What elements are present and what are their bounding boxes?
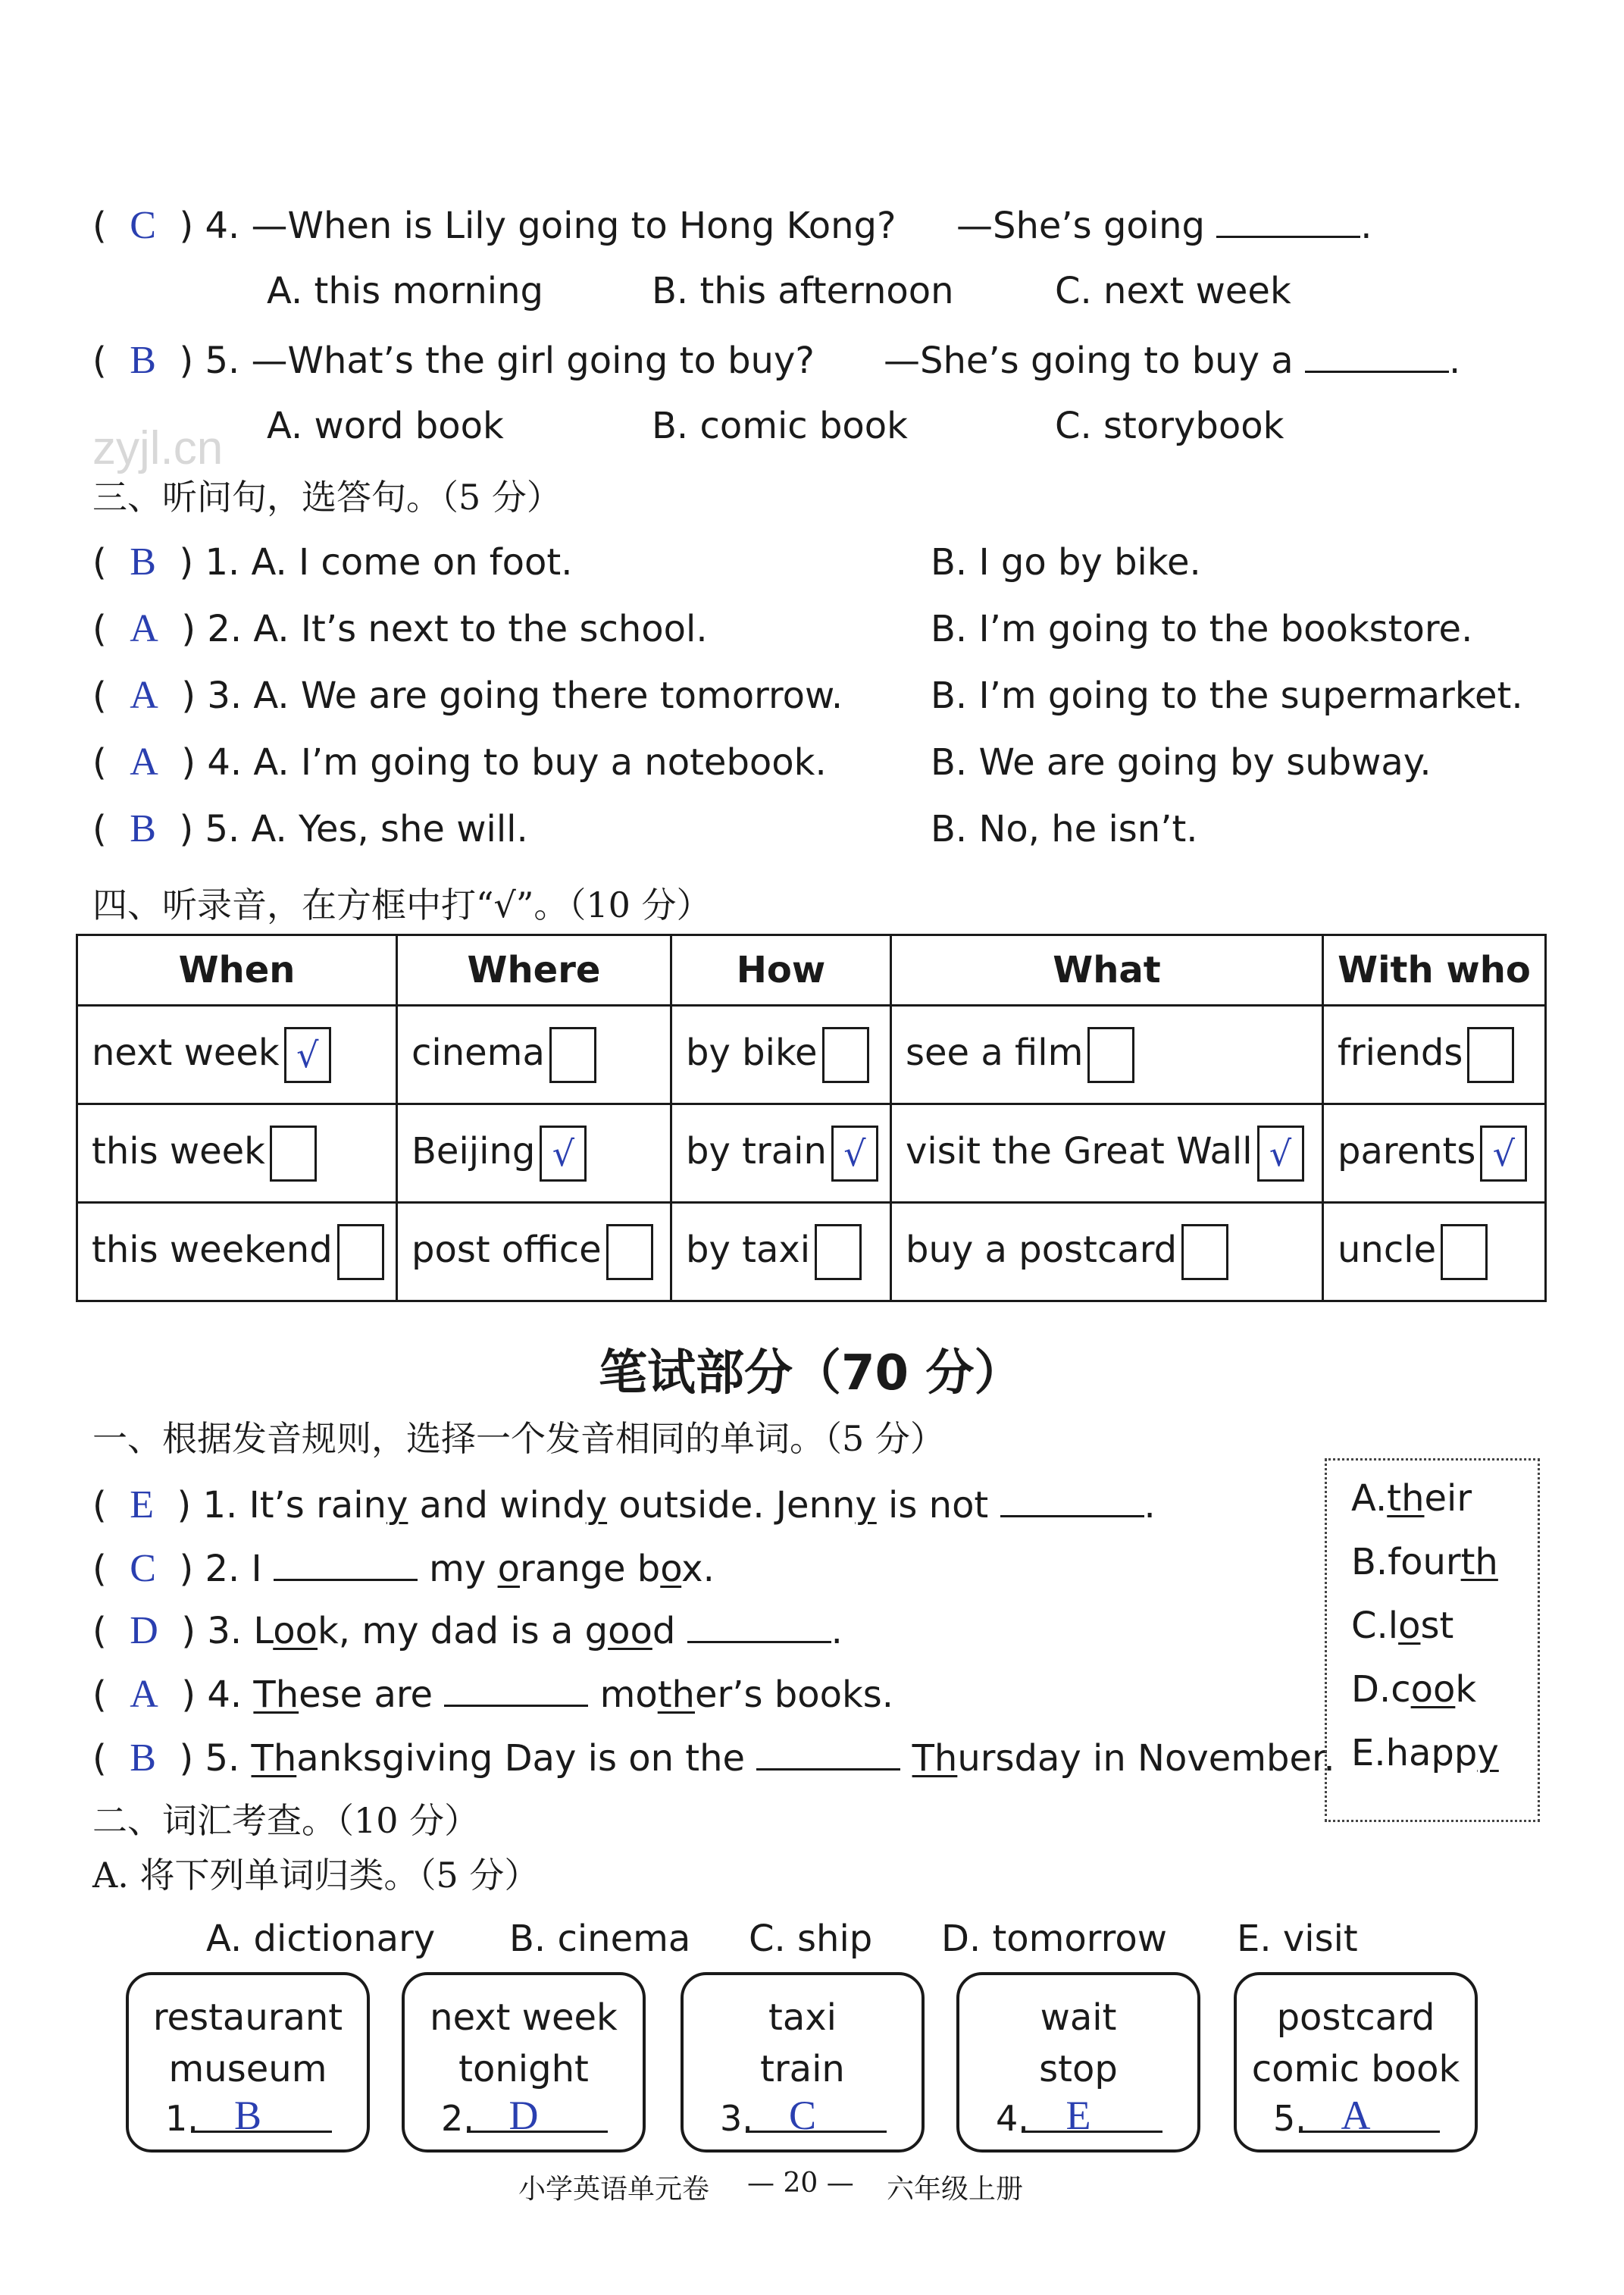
section-heading: 一、根据发音规则，选择一个发音相同的单词。（5 分） (92, 1418, 945, 1459)
section-heading: 四、听录音，在方框中打“√”。（10 分） (92, 884, 712, 925)
blank (1216, 205, 1360, 238)
table-header: How (671, 935, 891, 1006)
word-card: next week tonight 2. D (402, 1972, 646, 2153)
option-box (1325, 1458, 1540, 1822)
question-row: ( B ) 1. A. I come on foot. (92, 540, 573, 584)
checkbox[interactable] (337, 1224, 384, 1280)
answer-mark: B (130, 1736, 156, 1780)
checkbox[interactable] (270, 1126, 317, 1182)
checkbox[interactable]: √ (284, 1027, 331, 1083)
table-cell: Beijing √ (397, 1104, 671, 1203)
option-a: A. this morning (267, 270, 544, 312)
watermark: zyjl.cn (92, 422, 224, 474)
checkbox-table (76, 934, 1547, 1302)
answer-mark: C (130, 204, 156, 247)
table-cell: this weekend (77, 1203, 397, 1301)
checkbox[interactable]: √ (831, 1126, 878, 1182)
checkbox[interactable] (606, 1224, 653, 1280)
answer-mark: C (130, 1547, 156, 1590)
answer-mark: C (788, 2093, 817, 2138)
question-row: ( C ) 2. I my orange box. (92, 1547, 715, 1590)
table-cell: friends (1323, 1006, 1546, 1104)
answer-mark: E (130, 1483, 155, 1526)
answer-mark: A (130, 740, 158, 784)
question-row: ( E ) 1. It’s rainy and windy outside. Jenny is not . (92, 1483, 1156, 1526)
option-a: 1. A. I come on foot. (205, 541, 573, 584)
option-item: B.fourth (1351, 1541, 1498, 1583)
question-row: ( A ) 2. A. It’s next to the school. (92, 607, 708, 650)
table-cell: visit the Great Wall √ (891, 1104, 1323, 1203)
table-cell: next week √ (77, 1006, 397, 1104)
option-c: C. storybook (1055, 405, 1284, 447)
table-row (77, 1104, 1546, 1203)
checkbox[interactable]: √ (1257, 1126, 1304, 1182)
checkbox[interactable]: √ (540, 1126, 587, 1182)
answer-mark: D (508, 2093, 539, 2138)
table-cell: parents √ (1323, 1104, 1546, 1203)
answer-mark: E (1065, 2093, 1091, 2138)
answer-mark: A (130, 1673, 158, 1716)
question-row: ( C ) 4. —When is Lily going to Hong Kong? (92, 204, 896, 247)
checkbox[interactable] (1467, 1027, 1514, 1083)
question-row: ( A ) 3. A. We are going there tomorrow. (92, 674, 843, 717)
option-a: 2. A. It’s next to the school. (207, 608, 708, 650)
question-row: ( B ) 5. A. Yes, she will. (92, 807, 528, 850)
option-b: B. this afternoon (652, 270, 954, 312)
answer-mark: B (130, 807, 156, 850)
table-cell: by train √ (671, 1104, 891, 1203)
option-item: D.cook (1351, 1668, 1477, 1711)
word-card: restaurant museum 1. B (126, 1972, 370, 2153)
answer-mark: B (130, 339, 156, 382)
footer-right: 六年级上册 (887, 2174, 1024, 2205)
option-c: C. next week (1055, 270, 1291, 312)
table-header: What (891, 935, 1323, 1006)
option-a: 5. A. Yes, she will. (205, 808, 528, 850)
question-row: ( B ) 5. Thanksgiving Day is on the Thursday in November. (92, 1736, 1335, 1780)
table-cell: this week (77, 1104, 397, 1203)
checkbox[interactable] (815, 1224, 862, 1280)
reply-text: —She’s going . (956, 205, 1372, 247)
question-row: ( D ) 3. Look, my dad is a good . (92, 1609, 843, 1652)
option-b: B. I go by bike. (931, 541, 1201, 584)
table-header: Where (397, 935, 671, 1006)
answer-mark: B (233, 2093, 262, 2138)
option-a: A. word book (267, 405, 504, 447)
answer-mark: A (130, 674, 158, 717)
checkbox[interactable] (822, 1027, 869, 1083)
question-row: ( B ) 5. —What’s the girl going to buy? (92, 339, 815, 382)
option-item: A.their (1351, 1477, 1472, 1520)
word-option: E. visit (1237, 1918, 1358, 1960)
checkbox[interactable] (1087, 1027, 1134, 1083)
question-row: ( A ) 4. These are mother’s books. (92, 1673, 894, 1716)
checkbox[interactable] (549, 1027, 596, 1083)
answer-mark: D (130, 1609, 158, 1652)
option-b: B. comic book (652, 405, 908, 447)
word-card: postcard comic book 5. A (1234, 1972, 1478, 2153)
option-b: B. I’m going to the supermarket. (931, 675, 1523, 717)
table-cell: uncle (1323, 1203, 1546, 1301)
answer-mark: A (130, 607, 158, 650)
sub-heading: A. 将下列单词归类。（5 分） (92, 1855, 540, 1896)
word-card: taxi train 3. C (681, 1972, 925, 2153)
written-title: 笔试部分（70 分） (599, 1345, 1023, 1401)
word-option: A. dictionary (206, 1918, 436, 1960)
word-card: wait stop 4. E (956, 1972, 1200, 2153)
option-b: B. We are going by subway. (931, 741, 1432, 784)
checkbox[interactable] (1441, 1224, 1488, 1280)
option-b: B. No, he isn’t. (931, 808, 1198, 850)
table-cell: cinema (397, 1006, 671, 1104)
table-cell: by taxi (671, 1203, 891, 1301)
blank (1305, 340, 1449, 373)
section-heading: 二、词汇考查。（10 分） (92, 1800, 480, 1841)
table-cell: see a film (891, 1006, 1323, 1104)
option-b: B. I’m going to the bookstore. (931, 608, 1473, 650)
table-cell: post office (397, 1203, 671, 1301)
option-item: E.happy (1351, 1732, 1499, 1774)
option-a: 3. A. We are going there tomorrow. (207, 675, 843, 717)
answer-mark: B (130, 540, 156, 584)
table-cell: buy a postcard (891, 1203, 1323, 1301)
section-heading: 三、听问句，选答句。（5 分） (92, 477, 562, 518)
option-item: C.lost (1351, 1605, 1454, 1647)
word-option: C. ship (749, 1918, 873, 1960)
table-header: When (77, 935, 397, 1006)
table-cell: by bike (671, 1006, 891, 1104)
question-row: ( A ) 4. A. I’m going to buy a notebook. (92, 740, 827, 784)
word-option: D. tomorrow (941, 1918, 1167, 1960)
word-option: B. cinema (509, 1918, 691, 1960)
option-a: 4. A. I’m going to buy a notebook. (207, 741, 827, 784)
checkbox[interactable]: √ (1480, 1126, 1527, 1182)
reply-text: —She’s going to buy a . (884, 340, 1461, 382)
footer-left: 小学英语单元卷 (518, 2174, 710, 2205)
table-row (77, 1006, 1546, 1104)
table-header: With who (1323, 935, 1546, 1006)
page-number: — 20 — (747, 2168, 854, 2199)
answer-mark: A (1341, 2093, 1371, 2138)
checkbox[interactable] (1181, 1224, 1228, 1280)
table-row (77, 1203, 1546, 1301)
